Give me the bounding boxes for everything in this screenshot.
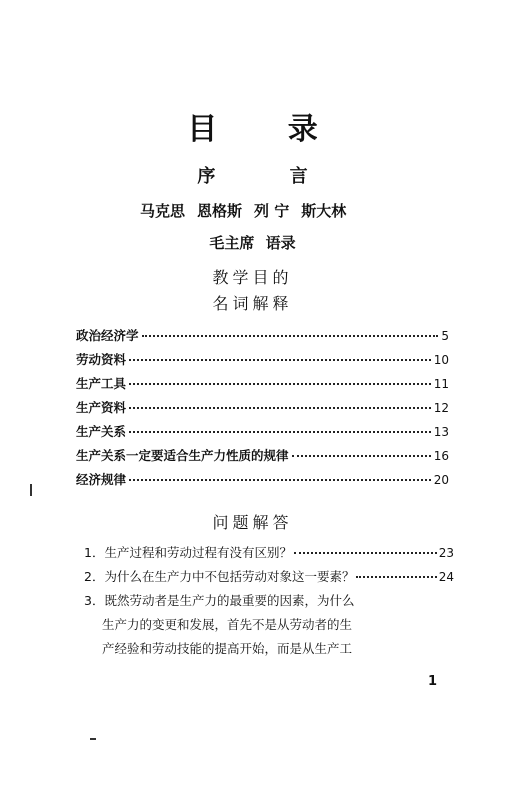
toc-entry-label: 经济规律 (76, 472, 127, 487)
leader-dots (294, 552, 437, 554)
toc-entry-label: 生产工具 (76, 376, 127, 391)
toc-entry (76, 350, 449, 374)
question-page: 23 (438, 546, 454, 560)
question-text: 为什么在生产力中不包括劳动对象这一要素？ (104, 569, 355, 584)
quotations-heading: 毛主席 语录 (209, 234, 296, 252)
preface-heading: 序 言 (197, 166, 342, 187)
question-item (84, 591, 454, 615)
leader-dots (129, 383, 431, 385)
question-number: 3． (84, 593, 105, 608)
question-number: 2． (84, 569, 105, 584)
toc-entry-page: 5 (441, 329, 449, 343)
author-engels: 恩格斯 (197, 202, 243, 220)
author-stalin: 斯大林 (301, 202, 347, 220)
leader-dots (129, 479, 431, 481)
question-item (84, 543, 454, 567)
author-lenin: 列 宁 (254, 202, 290, 220)
authors-line (140, 200, 400, 221)
toc-entry (76, 470, 449, 494)
toc-entry (76, 422, 449, 446)
scan-mark (90, 738, 96, 740)
toc-entry-page: 13 (433, 425, 449, 439)
question-continuation: 产经验和劳动技能的提高开始，而是从生产工 (102, 641, 353, 656)
toc-entry (76, 326, 449, 350)
toc-entry-page: 11 (433, 377, 449, 391)
toc-entry (76, 398, 449, 422)
question-text: 生产过程和劳动过程有没有区别？ (104, 545, 292, 560)
toc-entry-page: 12 (433, 401, 449, 415)
toc-entry-label: 生产资料 (76, 400, 127, 415)
toc-entry-label: 政治经济学 (76, 328, 139, 343)
question-continuation: 生产力的变更和发展，首先不是从劳动者的生 (102, 617, 353, 632)
teaching-goal-heading: 教学目的 (212, 268, 293, 287)
scan-mark (30, 484, 32, 496)
page-number: 1 (428, 674, 438, 689)
terms-heading: 名词解释 (212, 294, 293, 313)
question-number: 1． (84, 545, 105, 560)
leader-dots (292, 455, 431, 457)
question-item (84, 567, 454, 591)
toc-entry-label: 生产关系 (76, 424, 127, 439)
toc-entry (76, 446, 449, 470)
qa-heading: 问题解答 (212, 513, 293, 532)
toc-entry-page: 10 (433, 353, 449, 367)
question-page: 24 (438, 570, 454, 584)
question-text: 既然劳动者是生产力的最重要的因素，为什么 (104, 593, 355, 608)
leader-dots (129, 359, 431, 361)
page-title: 目 录 (187, 112, 348, 147)
leader-dots (129, 431, 431, 433)
toc-entry (76, 374, 449, 398)
leader-dots (142, 335, 439, 337)
leader-dots (129, 407, 431, 409)
author-marx: 马克思 (140, 202, 186, 220)
toc-entry-page: 16 (433, 449, 449, 463)
toc-entry-label: 生产关系一定要适合生产力性质的规律 (76, 448, 289, 463)
terms-list (76, 326, 449, 494)
questions-list (84, 543, 454, 663)
leader-dots (356, 576, 436, 578)
toc-entry-label: 劳动资料 (76, 352, 127, 367)
toc-entry-page: 20 (433, 473, 449, 487)
